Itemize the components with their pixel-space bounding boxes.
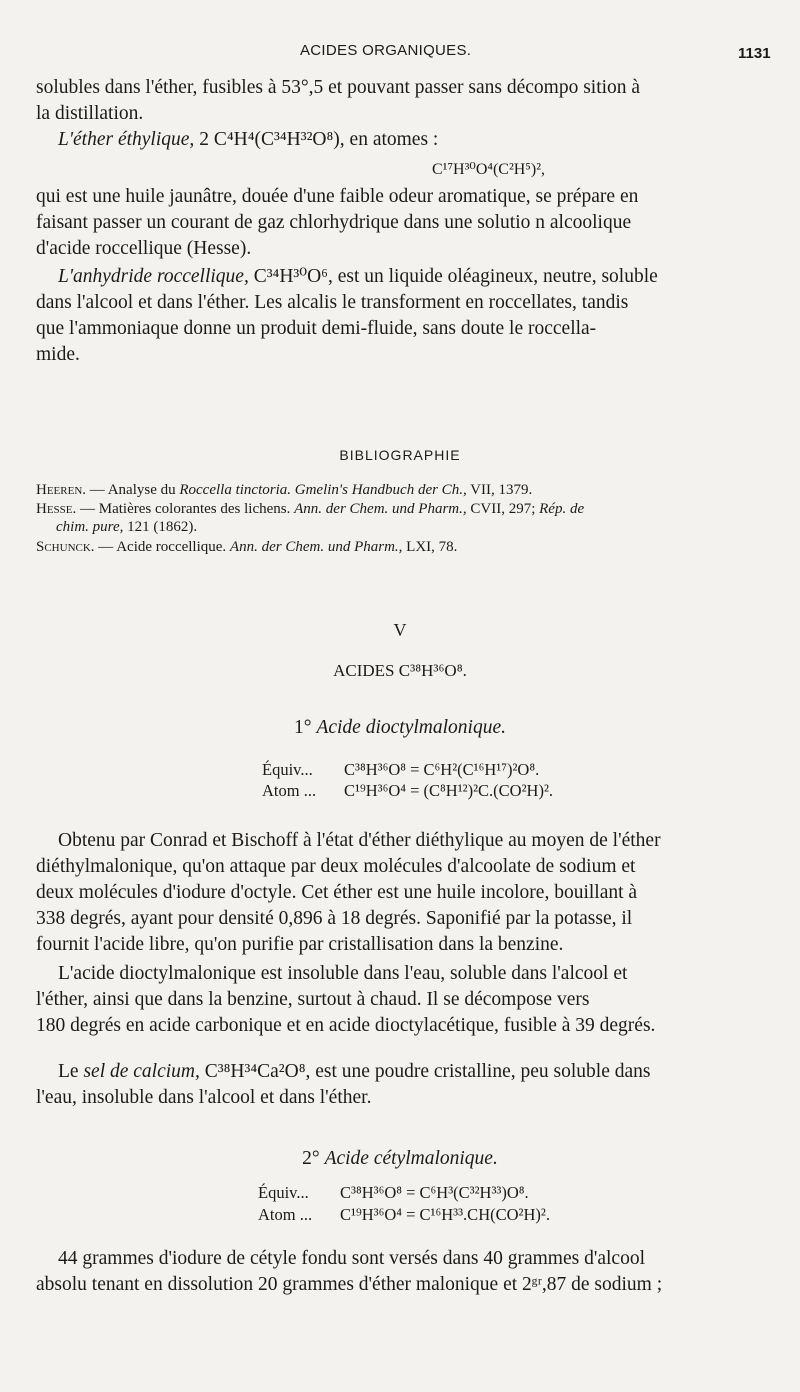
atom-label: Atom ...	[258, 1205, 313, 1224]
text-span: Le	[58, 1061, 84, 1082]
bib-author: Schunck.	[36, 539, 95, 555]
text-line: qui est une huile jaunâtre, douée d'une faible odeur aromatique, se prépare en	[36, 186, 639, 207]
chemical-formula: C¹⁷H³⁰O⁴(C²H⁵)²,	[432, 161, 545, 178]
text-line: l'eau, insoluble dans l'alcool et dans l'éther.	[36, 1087, 372, 1108]
text-line	[58, 264, 658, 290]
section-title: ACIDES C³⁸H³⁶O⁸.	[333, 661, 467, 680]
equiv-formula: C³⁸H³⁶O⁸ = C⁶H³(C³²H³³)O⁸.	[340, 1183, 529, 1202]
equiv-formula: C³⁸H³⁶O⁸ = C⁶H²(C¹⁶H¹⁷)²O⁸.	[344, 760, 540, 779]
term-italic: sel de calcium,	[83, 1061, 200, 1082]
subsection-heading	[0, 1146, 800, 1172]
text-span: 121 (1862).	[123, 519, 198, 535]
bib-title: chim. pure,	[56, 519, 124, 535]
bib-title: Rép. de	[539, 501, 585, 517]
text-line: mide.	[36, 344, 80, 365]
heading-number: 1°	[294, 717, 312, 738]
bib-title: Roccella tinctoria. Gmelin's Handbuch der Ch.,	[179, 482, 467, 498]
bib-title: Ann. der Chem. und Pharm.,	[294, 501, 467, 517]
bib-author: Hesse.	[36, 501, 77, 517]
atom-label: Atom ...	[262, 781, 317, 800]
text-line: la distillation.	[36, 103, 144, 124]
bibliography-entry-continued	[56, 518, 197, 536]
running-header: ACIDES ORGANIQUES.	[300, 42, 472, 59]
text-span: — Matières colorantes des lichens.	[76, 501, 295, 517]
bibliography-entry	[36, 481, 532, 499]
text-line: faisant passer un courant de gaz chlorhydrique dans une solutio n alcoolique	[36, 212, 632, 233]
atom-formula: C¹⁹H³⁶O⁴ = (C⁸H¹²)²C.(CO²H)².	[344, 781, 554, 800]
text-line: d'acide roccellique (Hesse).	[36, 238, 252, 259]
term-italic: L'anhydride roccellique,	[58, 266, 249, 287]
text-span: — Acide roccellique.	[94, 539, 230, 555]
text-line	[58, 1059, 650, 1085]
equiv-label: Équiv...	[262, 760, 313, 779]
page-number: 1131	[738, 45, 771, 62]
text-line: Obtenu par Conrad et Bischoff à l'état d'éther diéthylique au moyen de l'éther	[58, 830, 661, 851]
text-line: diéthylmalonique, qu'on attaque par deux molécules d'alcoolate de sodium et	[36, 856, 636, 877]
subsection-heading	[0, 715, 800, 741]
text-line: 338 degrés, ayant pour densité 0,896 à 18 degrés. Saponifié par la potasse, il	[36, 908, 633, 929]
text-span: 2 C⁴H⁴(C³⁴H³²O⁸), en atomes :	[194, 129, 439, 150]
text-line: 44 grammes d'iodure de cétyle fondu sont versés dans 40 grammes d'alcool	[58, 1248, 645, 1269]
text-span: CVII, 297;	[466, 501, 540, 517]
heading-name: Acide dioctylmalonique.	[316, 717, 506, 738]
text-line	[58, 127, 438, 153]
text-line: que l'ammoniaque donne un produit demi-fluide, sans doute le roccella-	[36, 318, 597, 339]
bibliography-entry	[36, 538, 457, 556]
text-line: dans l'alcool et dans l'éther. Les alcalis le transforment en roccellates, tandis	[36, 292, 629, 313]
text-span: C³⁸H³⁴Ca²O⁸, est une poudre cristalline, peu soluble dans	[199, 1061, 651, 1082]
text-span: C³⁴H³⁰O⁶, est un liquide oléagineux, neutre, soluble	[248, 266, 658, 287]
text-line: 180 degrés en acide carbonique et en acide dioctylacétique, fusible à 39 degrés.	[36, 1015, 656, 1036]
bib-author: Heeren.	[36, 482, 87, 498]
section-roman-numeral: V	[393, 620, 407, 640]
equiv-label: Équiv...	[258, 1183, 309, 1202]
text-line: L'acide dioctylmalonique est insoluble dans l'eau, soluble dans l'alcool et	[58, 963, 628, 984]
text-span: — Analyse du	[86, 482, 180, 498]
bibliography-entry	[36, 500, 584, 518]
text-span: VII, 1379.	[466, 482, 533, 498]
text-line: l'éther, ainsi que dans la benzine, surtout à chaud. Il se décompose vers	[36, 989, 590, 1010]
heading-name: Acide cétylmalonique.	[324, 1148, 498, 1169]
bibliography-heading: BIBLIOGRAPHIE	[339, 447, 461, 463]
heading-number: 2°	[302, 1148, 320, 1169]
bib-title: Ann. der Chem. und Pharm.,	[229, 539, 403, 555]
text-line: solubles dans l'éther, fusibles à 53°,5 et pouvant passer sans décompo sition à	[36, 77, 641, 98]
atom-formula: C¹⁹H³⁶O⁴ = C¹⁶H³³.CH(CO²H)².	[340, 1205, 550, 1224]
text-span: LXI, 78.	[402, 539, 458, 555]
text-line: absolu tenant en dissolution 20 grammes d'éther malonique et 2ᵍʳ,87 de sodium ;	[36, 1274, 663, 1295]
text-line: deux molécules d'iodure d'octyle. Cet éther est une huile incolore, bouillant à	[36, 882, 638, 903]
text-line: fournit l'acide libre, qu'on purifie par cristallisation dans la benzine.	[36, 934, 564, 955]
term-italic: L'éther éthylique,	[58, 129, 195, 150]
